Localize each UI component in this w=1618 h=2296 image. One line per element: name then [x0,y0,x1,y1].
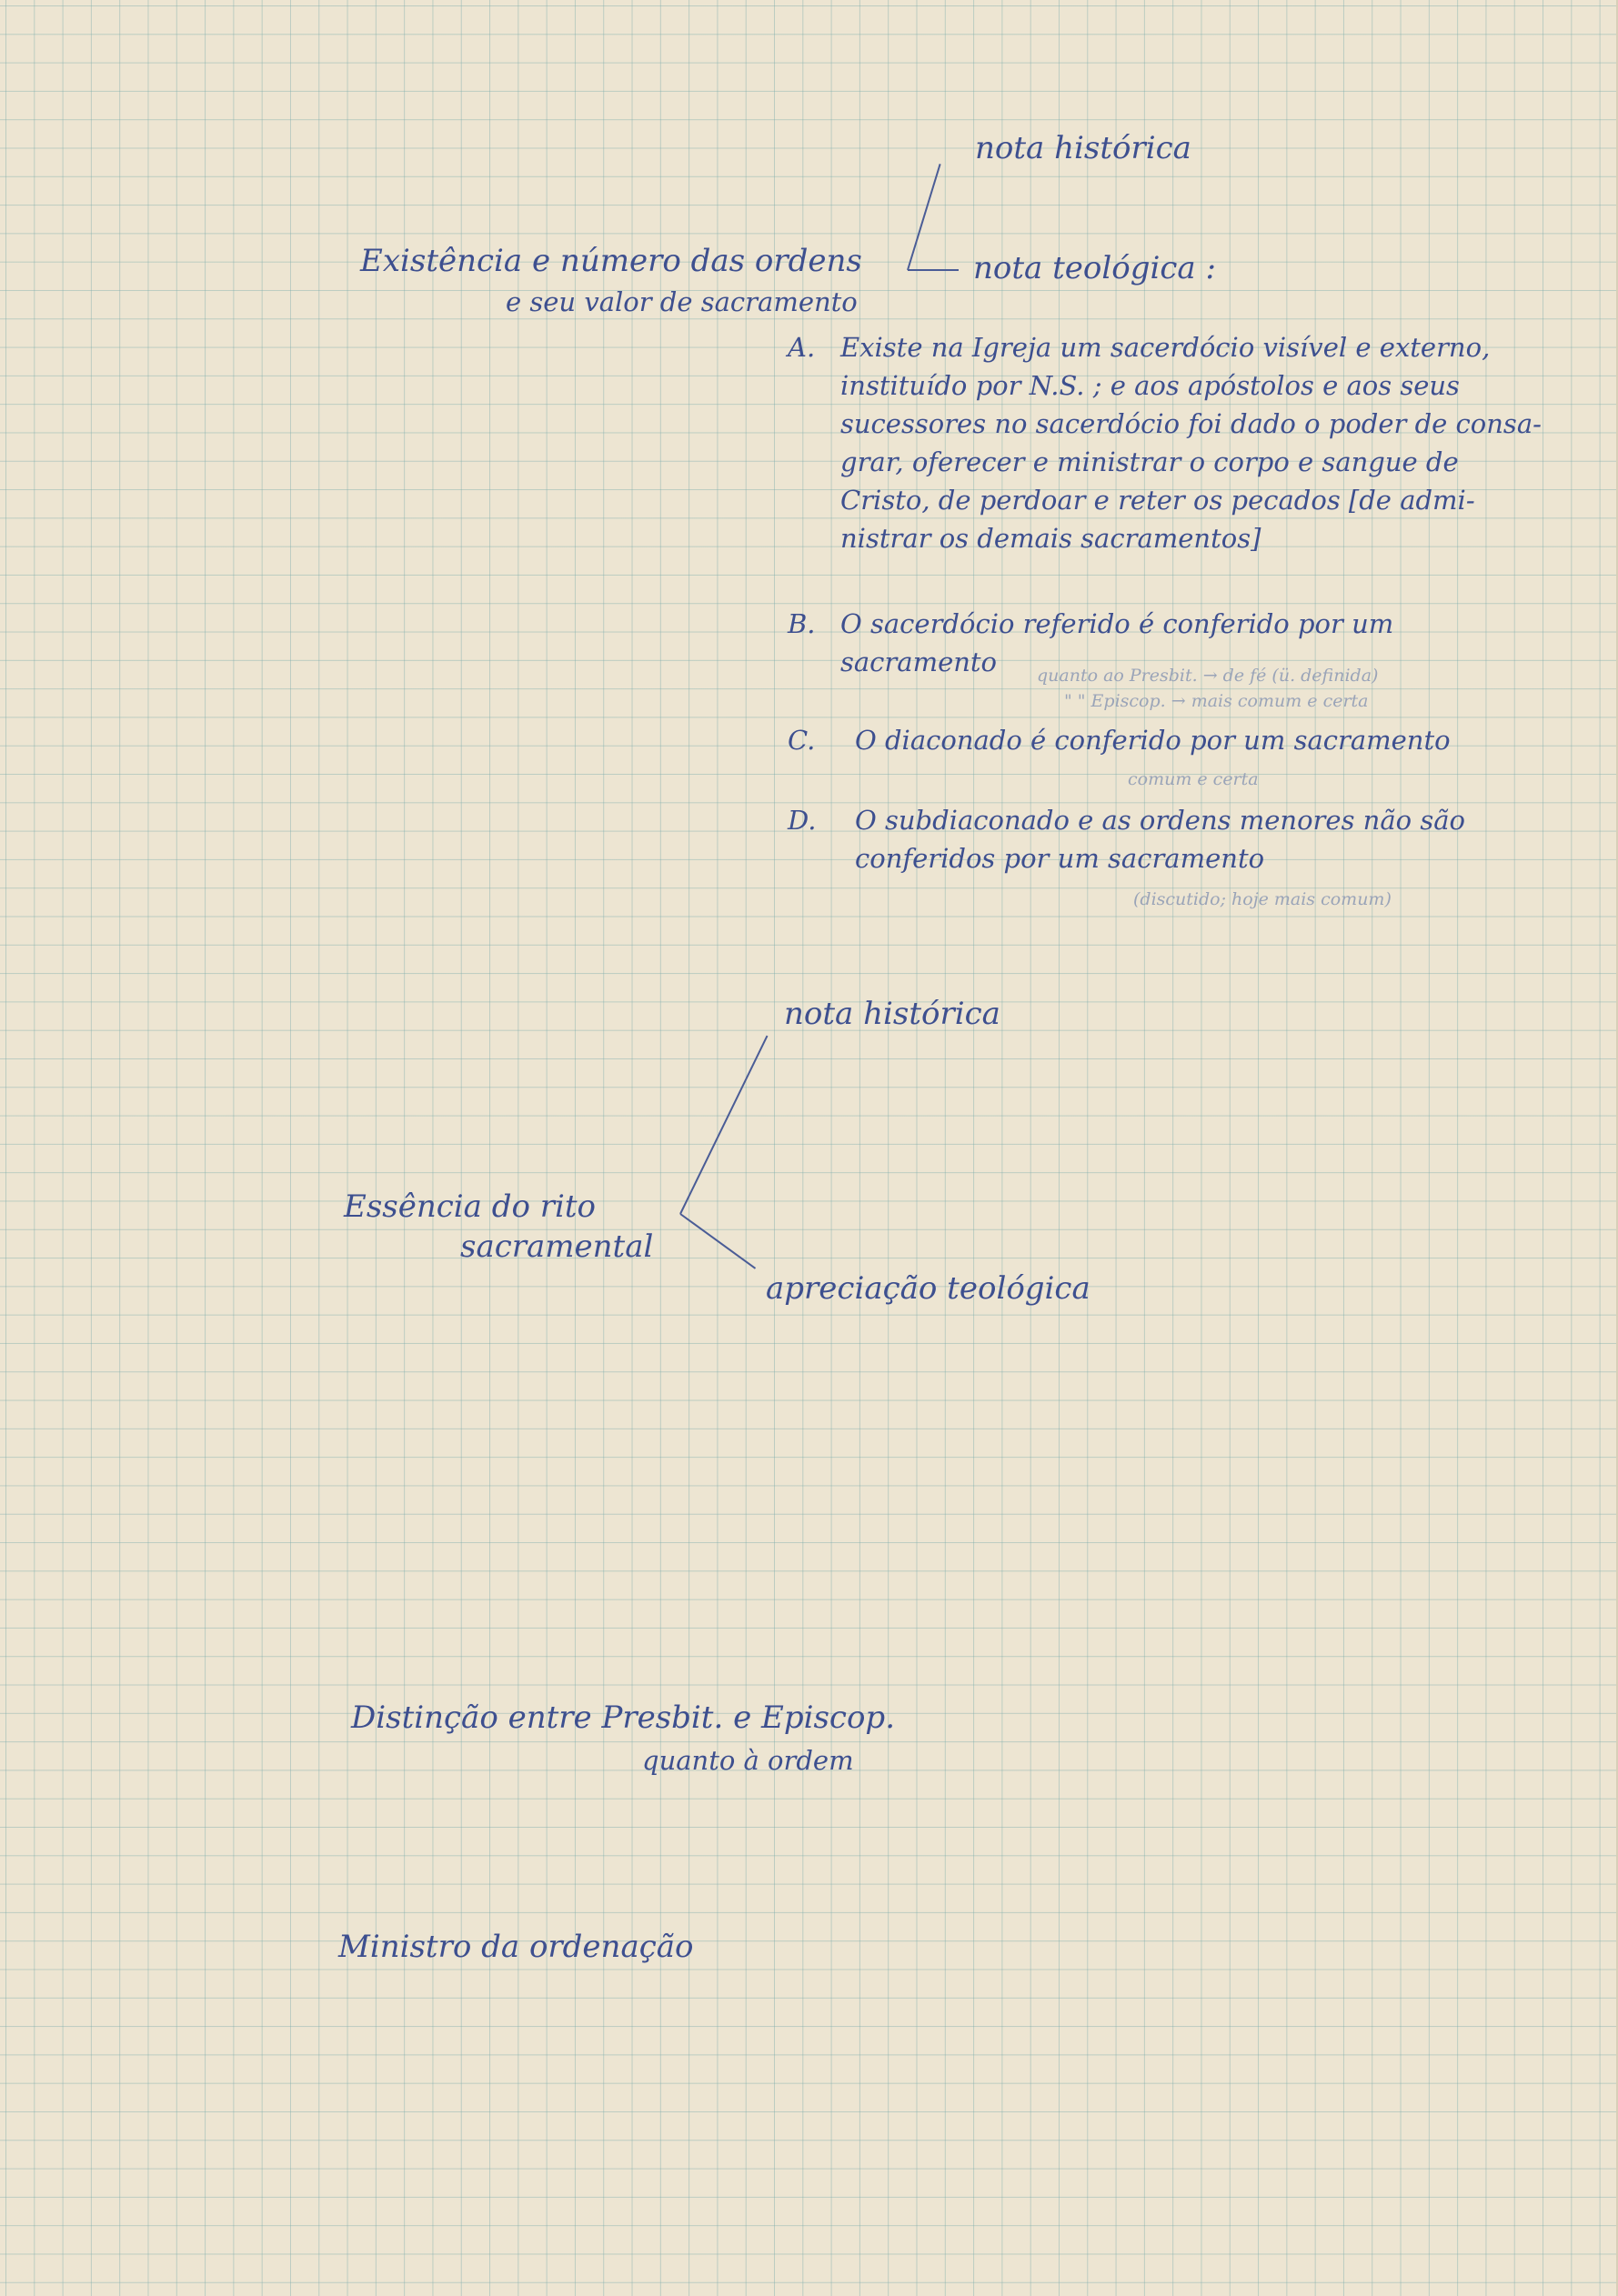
thesis-a-label: A. [788,332,816,363]
thesis-b-line-1: O sacerdócio referido é conferido por um [840,608,1394,639]
thesis-b-line-2: sacramento [840,647,998,677]
section3-line-2: quanto à ordem [642,1745,854,1776]
thesis-a-line-2: instituído por N.S. ; e aos apóstolos e aos seus [840,370,1460,401]
section1-subtitle: e seu valor de sacramento [506,286,858,317]
thesis-a-line-1: Existe na Igreja um sacerdócio visível e externo, [840,332,1491,363]
branch-apreciacao-teologica: apreciação teológica [766,1270,1090,1307]
thesis-d-line-2: conferidos por um sacramento [855,843,1265,874]
thesis-d-line-1: O subdiaconado e as ordens menores não são [855,805,1465,836]
bracket-line-upper [907,164,941,270]
branch-nota-historica-2: nota histórica [784,996,1000,1032]
thesis-a-line-4: grar, oferecer e ministrar o corpo e sangue de [840,446,1459,477]
thesis-a-line-3: sucessores no sacerdócio foi dado o poder de consa- [840,408,1542,439]
thesis-a-line-6: nistrar os demais sacramentos] [840,523,1261,554]
section1-title: Existência e número das ordens [360,243,862,279]
section2-title-line-1: Essência do rito [344,1188,597,1225]
thesis-b-pencil-note-2: " " Episcop. → mais comum e certa [1064,691,1369,711]
thesis-d-pencil-note: (discutido; hoje mais comum) [1133,889,1392,909]
section2-title-line-2: sacramental [460,1228,654,1265]
thesis-b-label: B. [788,608,816,639]
thesis-a-line-5: Cristo, de perdoar e reter os pecados [de admi- [840,485,1475,516]
thesis-c-line-1: O diaconado é conferido por um sacramento [855,725,1451,756]
branch-nota-historica-1: nota histórica [975,130,1191,166]
bracket-line-lower [908,269,959,271]
thesis-c-label: C. [788,725,816,756]
bracket-line-lower-2 [679,1213,756,1269]
section3-line-1: Distinção entre Presbit. e Episcop. [351,1699,896,1736]
thesis-b-pencil-note-1: quanto ao Presbit. → de fé (ü. definida) [1037,666,1379,686]
thesis-c-pencil-note: comum e certa [1128,769,1259,789]
thesis-d-label: D. [788,805,817,836]
section4-title: Ministro da ordenação [338,1929,694,1965]
branch-nota-teologica: nota teológica : [973,250,1216,286]
bracket-line-upper-2 [679,1036,768,1215]
